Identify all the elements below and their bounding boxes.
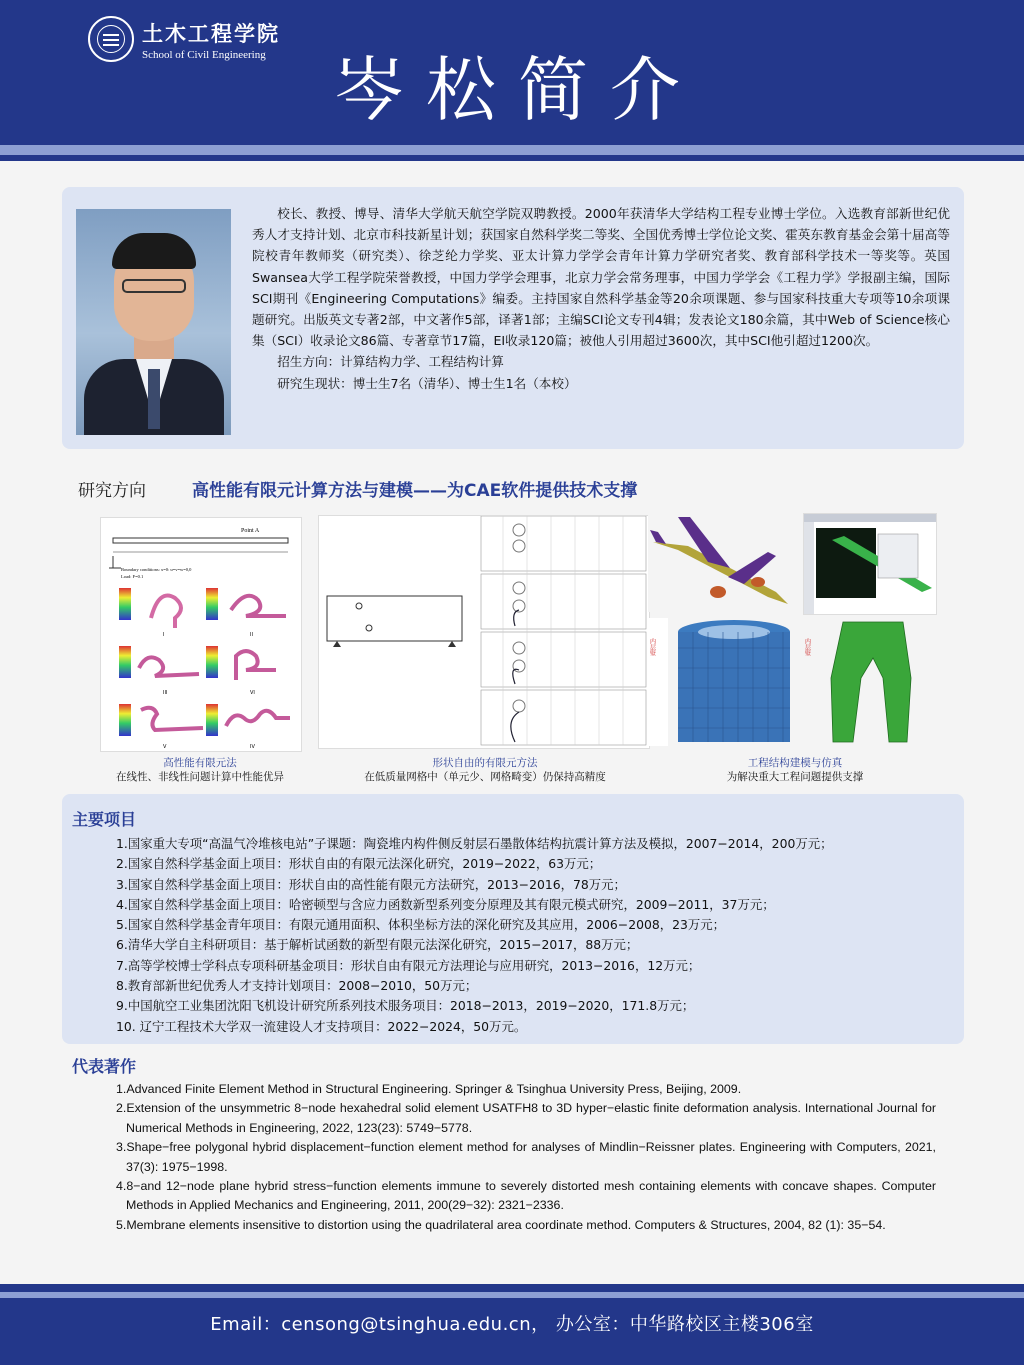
- logo-chinese-name: 土木工程学院: [142, 20, 280, 46]
- project-item: 8.教育部新世纪优秀人才支持计划项目：2008−2010，50万元；: [116, 978, 478, 994]
- caption-fig3-desc: 为解决重大工程问题提供支撑: [726, 771, 864, 783]
- header-divider-light: [0, 145, 1024, 155]
- publication-item: 5.Membrane elements insensitive to distortion using the quadrilateral area coordinate method. Computers & Structures, 2004, 82 (1): 35−54.: [116, 1217, 886, 1232]
- caption-fig2-desc: 在低质量网格中（单元少、网格畸变）仍保持高精度: [364, 771, 606, 783]
- caption-fig1-desc: 在线性、非线性问题计算中性能优异: [116, 771, 284, 783]
- project-item: 3.国家自然科学基金面上项目：形状自由的高性能有限元方法研究，2013−2016，78万元；: [116, 876, 626, 892]
- project-item: 10. 辽宁工程技术大学双一流建设人才支持项目：2022−2024，50万元。: [116, 1018, 527, 1034]
- publications-list: [116, 1080, 936, 1235]
- fig1-sublabel: VI: [250, 690, 255, 696]
- header-divider-dark: [0, 155, 1024, 161]
- bio-students: 研究生现状：博士生7名（清华）、博士生1名（本校）: [277, 375, 577, 391]
- deformed-beam-results: [119, 588, 290, 750]
- caption-fig1: [90, 756, 310, 784]
- fig1-point-label: Point A: [241, 528, 260, 534]
- projects-list: [116, 834, 962, 1037]
- project-item: 1.国家重大专项“高温气冷堆核电站”子课题：陶瓷堆内构件侧反射层石墨散体结构抗震计算方法及模拟，2007−2014，200万元；: [116, 836, 833, 851]
- bio-panel: [62, 187, 964, 449]
- research-direction-label: 研究方向: [78, 481, 146, 501]
- fig1-sublabel: III: [163, 690, 168, 696]
- research-direction-row: [78, 476, 978, 502]
- footer-divider-dark: [0, 1284, 1024, 1292]
- fig1-sublabel: I: [163, 632, 165, 638]
- caption-fig1-title: 高性能有限元法: [163, 757, 237, 769]
- plate-with-holes-diagram: [327, 596, 462, 647]
- publications-title: 代表著作: [72, 1057, 137, 1076]
- figure-pants-mesh: [803, 618, 935, 746]
- fig1-sublabel: V: [163, 744, 167, 750]
- page-title: 岑松简介: [334, 49, 702, 131]
- figure-shape-free-fem: [318, 515, 650, 749]
- bio-paragraph: 校长、教授、博导、清华大学航天航空学院双聘教授。2000年获清华大学结构工程专业博士学位。入选教育部新世纪优秀人才支持计划、北京市科技新星计划；获国家自然科学奖二等奖、全国优秀博士学位论文奖、霍英东教育基金会第十届高等院校青年教师奖（研究类）、徐芝纶力学奖、亚太计算力学学会青年计算力学研究者奖、教育部科学技术一等奖等。英国Swansea大学工程学院荣誉教授，中国力学学会理事，北京力学会常务理事，中国力学学会《工程力学》学报副主编，国际SCI期刊《Engineering Computations》编委。主持国家自然科学基金等20余项课题、参与国家科技重大专项等10余项课题研究。出版英文专著2部，中文著作5部，译著1部；主编SCI论文专刊4辑；发表论文180余篇，其中Web of Science核心集（SCI）收录论文86篇、专著章节17篇，EI收录120篇；被他人引用超过3600次，其中SCI他引超过1200次。: [252, 206, 950, 349]
- project-item: 6.清华大学自主科研项目：基于解析试函数的新型有限元法深化研究，2015−2017，88万元；: [116, 937, 639, 953]
- project-item: 9.中国航空工业集团沈阳飞机设计研究所系列技术服务项目：2018−2013，2019−2020，171.8万元；: [116, 998, 695, 1014]
- fig3-right-tag: 内层壁: [803, 638, 811, 656]
- portrait-photo: [76, 209, 231, 435]
- figure-high-performance-fem: [100, 517, 302, 752]
- publication-item: 2.Extension of the unsymmetric 8−node hexahedral solid element USATFH8 to 3D hyper−elastic finite deformation analysis. International Journal for Numerical Methods in Engineering, 2022, 123(23): 5749−5778.: [116, 1101, 936, 1135]
- research-direction-title: 高性能有限元计算方法与建模——为CAE软件提供技术支撑: [192, 481, 638, 501]
- projects-title: 主要项目: [72, 810, 137, 829]
- project-item: 7.高等学校博士学科点专项科研基金项目：形状自由有限元方法理论与应用研究，2013−2016，12万元；: [116, 957, 701, 973]
- figure-aircraft-model: [648, 512, 798, 612]
- fig1-boundary-text: Boundary conditions: x=0: u=v=w=0,0: [121, 567, 192, 572]
- caption-fig3: [690, 756, 900, 784]
- fig1-load-text: Load: F=0.1: [121, 574, 144, 579]
- logo-english-name: School of Civil Engineering: [142, 48, 266, 61]
- caption-fig3-title: 工程结构建模与仿真: [747, 757, 843, 769]
- caption-fig2-title: 形状自由的有限元方法: [432, 757, 538, 769]
- bio-text: [252, 203, 950, 394]
- project-item: 2.国家自然科学基金面上项目：形状自由的有限元法深化研究，2019−2022，63万元；: [116, 856, 602, 872]
- project-item: 4.国家自然科学基金面上项目：哈密顿型与含应力函数新型系列变分原理及其有限元模式研究，2009−2011，37万元；: [116, 896, 775, 912]
- publication-item: 3.Shape−free polygonal hybrid displacement−function element method for analyses of Mindlin−Reissner plates. Engineering with Computers, 2021, 37(3): 1975−1998.: [116, 1140, 936, 1174]
- publication-item: 1.Advanced Finite Element Method in Structural Engineering. Springer & Tsinghua University Press, Beijing, 2009.: [116, 1082, 742, 1096]
- page-header: [0, 0, 1024, 145]
- fig1-sublabel: IV: [250, 744, 255, 750]
- fig1-sublabel: II: [250, 632, 253, 638]
- caption-fig2: [340, 756, 630, 784]
- figure-wing-software-screen: [803, 513, 937, 615]
- bio-enrollment: 招生方向：计算结构力学、工程结构计算: [277, 354, 504, 370]
- publication-item: 4.8−and 12−node plane hybrid stress−function elements immune to severely distorted mesh containing elements with concave shapes. Computer Methods in Applied Mechanics and Engineering, 2011, 200(29−32): 2321−2336.: [116, 1179, 936, 1213]
- projects-panel: [62, 794, 964, 1044]
- figure-cylinder-mesh: [648, 618, 800, 746]
- crack-propagation-meshes: [481, 516, 646, 745]
- contact-footer: [0, 1298, 1024, 1365]
- fig3-left-tag: 内层壁: [648, 638, 656, 656]
- contact-info: Email：censong@tsinghua.edu.cn， 办公室：中华路校区主楼306室: [210, 1314, 814, 1335]
- project-item: 5.国家自然科学基金青年项目：有限元通用面积、体积坐标方法的深化研究及其应用，2006−2008，23万元；: [116, 917, 726, 933]
